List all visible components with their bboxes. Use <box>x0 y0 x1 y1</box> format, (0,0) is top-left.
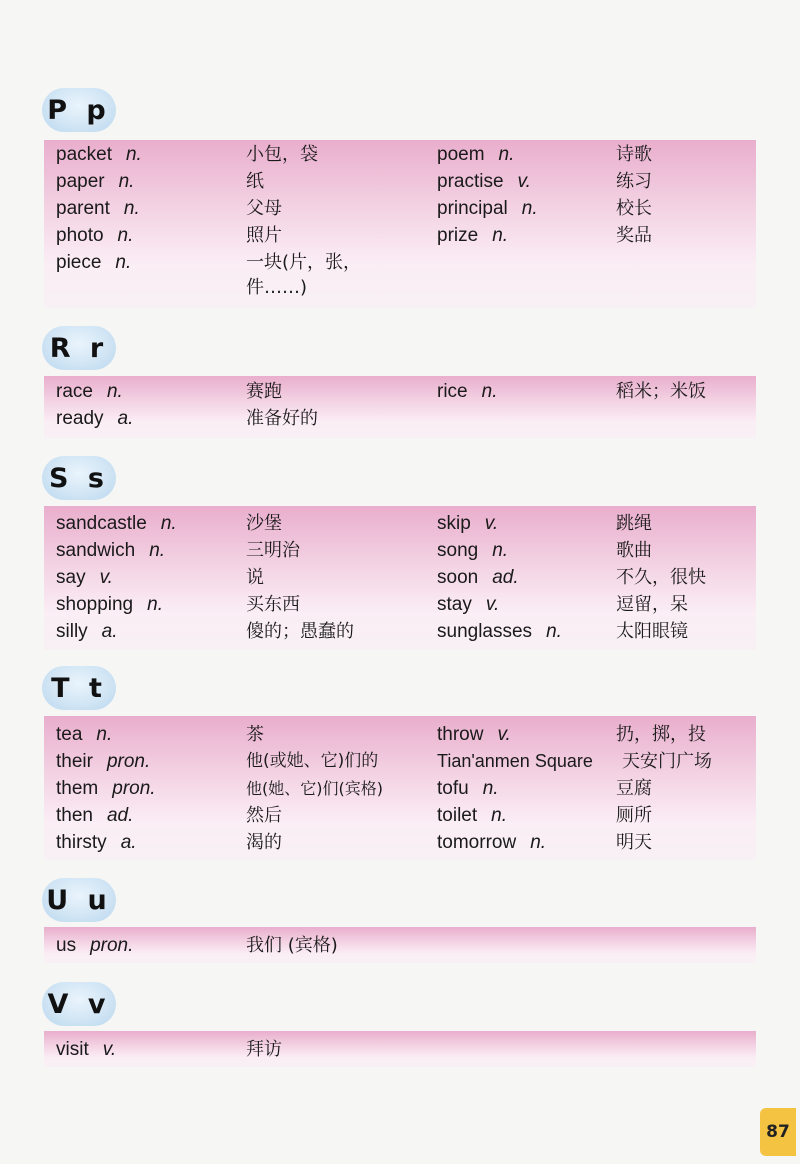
translation: 逗留，呆 <box>616 594 688 615</box>
word: rice <box>437 381 468 402</box>
translation: 他(她、它)们(宾格) <box>246 779 383 798</box>
translation: 件……) <box>246 277 308 298</box>
word: them <box>56 778 99 799</box>
vocab-row <box>44 141 756 168</box>
translation: 太阳眼镜 <box>616 621 688 642</box>
translation: 买东西 <box>246 594 300 615</box>
vocab-row <box>44 618 756 645</box>
page-number: 87 <box>760 1108 796 1156</box>
part-of-speech: n. <box>147 594 163 615</box>
translation: 茶 <box>246 724 264 745</box>
translation: 三明治 <box>246 540 300 561</box>
word: poem <box>437 144 485 165</box>
part-of-speech: n. <box>498 144 515 165</box>
translation: 一块(片，张， <box>246 252 362 273</box>
translation: 明天 <box>616 832 652 853</box>
translation: 豆腐 <box>616 778 652 799</box>
part-of-speech: a. <box>117 408 134 429</box>
part-of-speech: pron. <box>112 778 156 799</box>
translation: 纸 <box>246 171 264 192</box>
part-of-speech: n. <box>123 198 140 219</box>
part-of-speech: n. <box>482 778 499 799</box>
letter-badge-s: S s <box>42 456 116 500</box>
part-of-speech: a. <box>120 832 137 853</box>
word: skip <box>437 513 471 534</box>
part-of-speech: n. <box>491 805 507 826</box>
translation: 父母 <box>246 198 282 219</box>
part-of-speech: v. <box>484 513 499 534</box>
translation: 我们 (宾格) <box>246 935 338 956</box>
part-of-speech: n. <box>149 540 166 561</box>
word: practise <box>437 171 504 192</box>
part-of-speech: pron. <box>106 751 151 772</box>
part-of-speech: n. <box>118 171 135 192</box>
part-of-speech: v. <box>485 594 500 615</box>
word: us <box>56 935 77 956</box>
vocab-row <box>44 1036 756 1063</box>
word: then <box>56 805 93 826</box>
vocab-row <box>44 775 756 802</box>
vocab-row <box>44 510 756 537</box>
part-of-speech: ad. <box>492 567 519 588</box>
word: throw <box>437 724 484 745</box>
vocab-row <box>44 537 756 564</box>
part-of-speech: n. <box>160 513 177 534</box>
letter-badge-p: P p <box>42 88 116 132</box>
vocab-band-r <box>44 376 756 438</box>
part-of-speech: n. <box>530 832 547 853</box>
word: paper <box>56 171 105 192</box>
translation: 厕所 <box>616 805 652 826</box>
translation: 稻米；米饭 <box>616 381 706 402</box>
translation: 诗歌 <box>616 144 652 165</box>
translation: 校长 <box>616 198 652 219</box>
word: race <box>56 381 93 402</box>
word: soon <box>437 567 479 588</box>
word: tea <box>56 724 83 745</box>
translation: 准备好的 <box>246 408 318 429</box>
word: visit <box>56 1039 89 1060</box>
word: shopping <box>56 594 134 615</box>
vocab-band-s <box>44 506 756 650</box>
word: photo <box>56 225 104 246</box>
word: tofu <box>437 778 469 799</box>
translation: 他(或她、它)们的 <box>246 751 379 771</box>
vocab-row <box>44 249 756 276</box>
vocab-row <box>44 932 756 959</box>
part-of-speech: v. <box>102 1039 117 1060</box>
part-of-speech: n. <box>492 540 509 561</box>
part-of-speech: a. <box>101 621 118 642</box>
translation: 说 <box>246 567 264 588</box>
word: Tian'anmen Square <box>437 751 593 771</box>
translation: 奖品 <box>616 225 652 246</box>
vocab-row <box>44 195 756 222</box>
translation: 小包，袋 <box>246 144 318 165</box>
translation: 照片 <box>246 225 282 246</box>
word: piece <box>56 252 102 273</box>
vocab-band-t <box>44 716 756 860</box>
part-of-speech: v. <box>497 724 511 745</box>
letter-badge-t: T t <box>42 666 116 710</box>
vocab-band-p <box>44 140 756 308</box>
part-of-speech: v. <box>517 171 531 192</box>
word: tomorrow <box>437 832 517 853</box>
vocab-row <box>44 378 756 405</box>
part-of-speech: n. <box>106 381 123 402</box>
vocab-row <box>44 168 756 195</box>
letter-badge-u: U u <box>42 878 116 922</box>
word: silly <box>56 621 88 642</box>
vocab-row <box>44 274 756 301</box>
word: their <box>56 751 93 772</box>
word: toilet <box>437 805 478 826</box>
word: sandcastle <box>56 513 147 534</box>
part-of-speech: n. <box>481 381 498 402</box>
translation: 赛跑 <box>246 381 282 402</box>
word: packet <box>56 144 112 165</box>
letter-badge-v: V v <box>42 982 116 1026</box>
translation: 拜访 <box>246 1039 282 1060</box>
part-of-speech: ad. <box>106 805 134 826</box>
vocab-row <box>44 721 756 748</box>
part-of-speech: pron. <box>90 935 134 956</box>
vocab-row <box>44 405 756 432</box>
vocab-row <box>44 222 756 249</box>
word: song <box>437 540 479 561</box>
word: thirsty <box>56 832 107 853</box>
part-of-speech: n. <box>125 144 142 165</box>
word: principal <box>437 198 508 219</box>
part-of-speech: n. <box>546 621 562 642</box>
part-of-speech: n. <box>117 225 134 246</box>
translation: 扔，掷，投 <box>616 724 706 745</box>
translation: 天安门广场 <box>622 751 712 772</box>
word: stay <box>437 594 472 615</box>
word: prize <box>437 225 479 246</box>
part-of-speech: n. <box>521 198 538 219</box>
letter-badge-r: R r <box>42 326 116 370</box>
word: sandwich <box>56 540 136 561</box>
part-of-speech: n. <box>115 252 132 273</box>
translation: 跳绳 <box>616 513 652 534</box>
vocab-row <box>44 802 756 829</box>
part-of-speech: n. <box>492 225 509 246</box>
vocab-band-u <box>44 927 756 963</box>
vocab-row <box>44 829 756 856</box>
translation: 傻的；愚蠢的 <box>246 621 354 642</box>
vocab-row <box>44 748 756 775</box>
vocab-row <box>44 564 756 591</box>
word: parent <box>56 198 110 219</box>
part-of-speech: n. <box>96 724 113 745</box>
translation: 渴的 <box>246 832 282 853</box>
translation: 练习 <box>616 171 652 192</box>
vocab-band-v <box>44 1031 756 1067</box>
translation: 然后 <box>246 805 282 826</box>
translation: 不久，很快 <box>616 567 706 588</box>
translation: 沙堡 <box>246 513 282 534</box>
translation: 歌曲 <box>616 540 652 561</box>
vocab-row <box>44 591 756 618</box>
word: ready <box>56 408 104 429</box>
part-of-speech: v. <box>99 567 113 588</box>
word: sunglasses <box>437 621 533 642</box>
word: say <box>56 567 86 588</box>
